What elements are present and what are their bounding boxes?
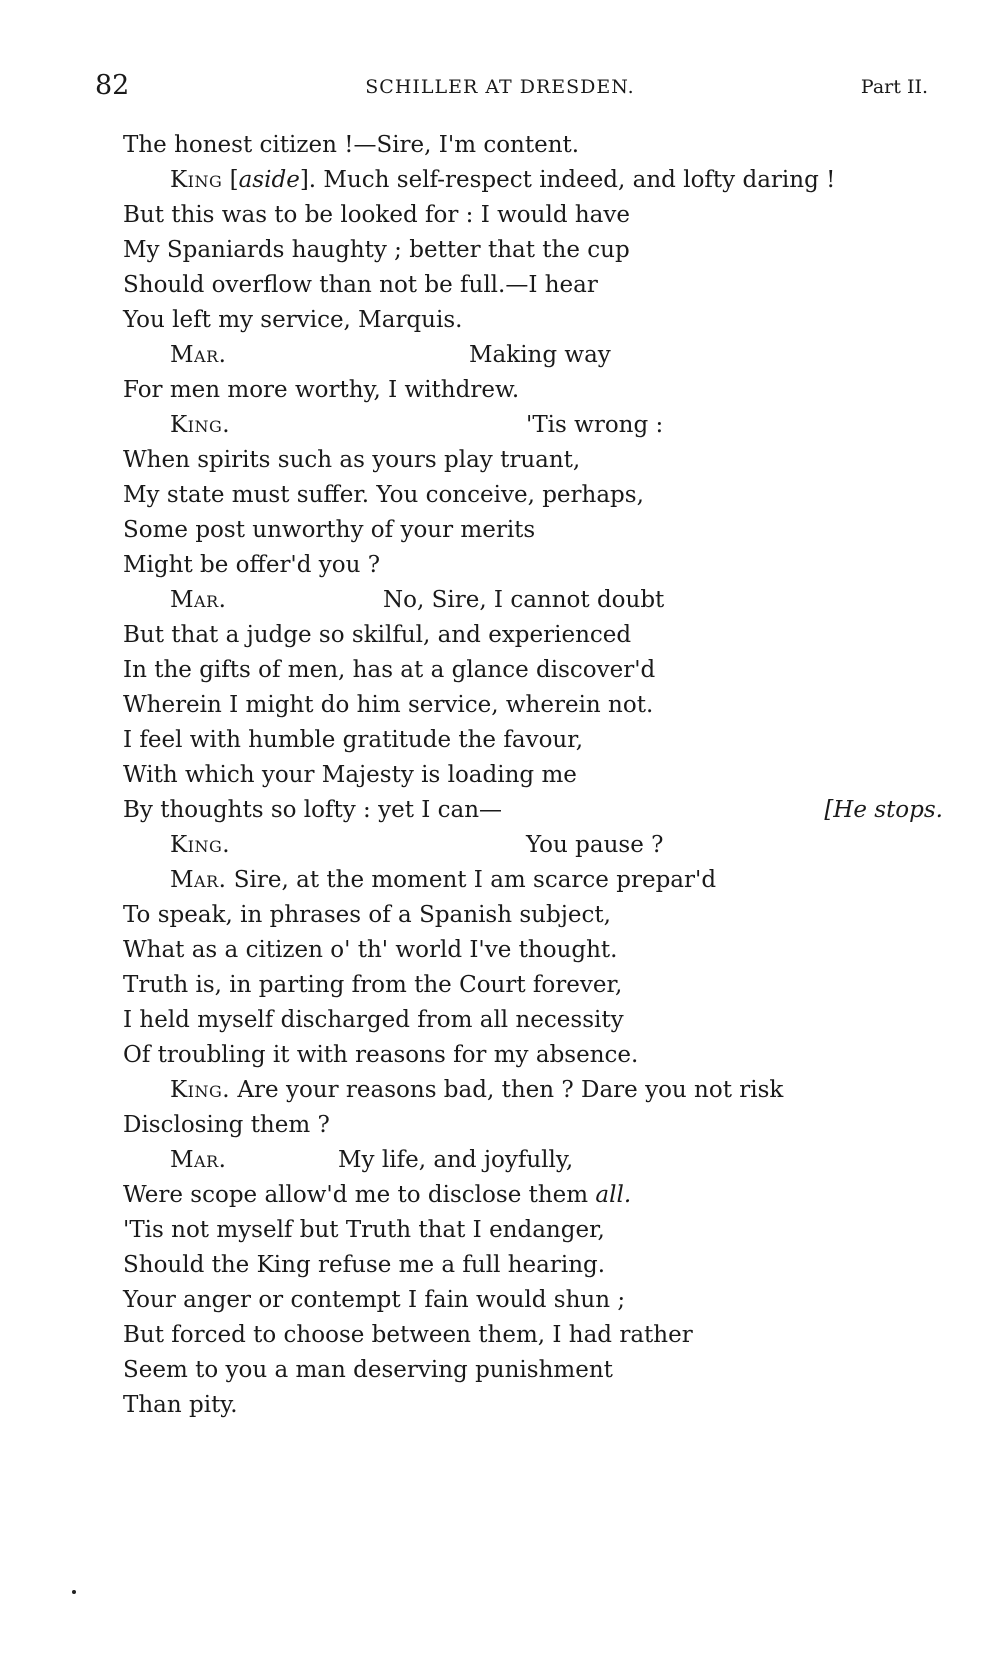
text-line: But that a judge so skilful, and experienced bbox=[123, 622, 632, 648]
text-line: King. Are your reasons bad, then ? Dare you not risk bbox=[170, 1077, 784, 1103]
speaker-name: Mar. bbox=[170, 867, 227, 893]
text-line: When spirits such as yours play truant, bbox=[123, 447, 581, 473]
text-line: In the gifts of men, has at a glance discover'd bbox=[123, 657, 656, 683]
text-line: My Spaniards haughty ; better that the cup bbox=[123, 237, 630, 263]
speaker-name: King. bbox=[170, 832, 231, 858]
text-line: Some post unworthy of your merits bbox=[123, 517, 536, 543]
speaker-name: Mar. bbox=[170, 587, 227, 613]
speaker-name: Mar. bbox=[170, 1147, 227, 1173]
text-line: Of troubling it with reasons for my absence. bbox=[123, 1042, 639, 1068]
page-number: 82 bbox=[95, 70, 130, 101]
speaker-name: Mar. bbox=[170, 342, 227, 368]
running-title: SCHILLER AT DRESDEN. bbox=[365, 76, 635, 98]
speaker-name: King. bbox=[170, 412, 231, 438]
text-line: Mar. Sire, at the moment I am scarce prepar'd bbox=[170, 867, 717, 893]
stage-direction: aside bbox=[238, 167, 300, 193]
text-line: Should overflow than not be full.—I hear bbox=[123, 272, 598, 298]
speaker-name: King bbox=[170, 167, 223, 193]
text-line: But forced to choose between them, I had rather bbox=[123, 1322, 693, 1348]
text-line: Seem to you a man deserving punishment bbox=[123, 1357, 613, 1383]
text-line: To speak, in phrases of a Spanish subject, bbox=[123, 902, 611, 928]
text-line: King [aside]. Much self-respect indeed, and lofty daring ! bbox=[170, 167, 836, 193]
page-header bbox=[0, 70, 1000, 110]
text-line: By thoughts so lofty : yet I can— [He stops. bbox=[123, 793, 943, 828]
play-text bbox=[123, 128, 943, 1423]
text-line: Mar. Making way bbox=[170, 342, 611, 368]
stage-direction: [He stops. bbox=[824, 797, 943, 823]
speaker-name: King. bbox=[170, 1077, 231, 1103]
text-line: Were scope allow'd me to disclose them all. bbox=[123, 1182, 632, 1208]
text-line: King. 'Tis wrong : bbox=[170, 412, 664, 438]
text-line: Should the King refuse me a full hearing. bbox=[123, 1252, 606, 1278]
text-line: My state must suffer. You conceive, perhaps, bbox=[123, 482, 644, 508]
text-line: King. You pause ? bbox=[170, 832, 664, 858]
text-line: I feel with humble gratitude the favour, bbox=[123, 727, 584, 753]
text-line: Mar. My life, and joyfully, bbox=[170, 1147, 574, 1173]
text-line: Your anger or contempt I fain would shun ; bbox=[123, 1287, 626, 1313]
text-line: Disclosing them ? bbox=[123, 1112, 330, 1138]
text-line: Wherein I might do him service, wherein not. bbox=[123, 692, 654, 718]
text-line: Truth is, in parting from the Court forever, bbox=[123, 972, 623, 998]
text-line: For men more worthy, I withdrew. bbox=[123, 377, 520, 403]
text-line: But this was to be looked for : I would have bbox=[123, 202, 630, 228]
text-line: Than pity. bbox=[123, 1392, 238, 1418]
text-line: The honest citizen !—Sire, I'm content. bbox=[123, 132, 580, 158]
page-speck bbox=[72, 1590, 76, 1594]
text-line: 'Tis not myself but Truth that I endanger, bbox=[123, 1217, 605, 1243]
text-line: You left my service, Marquis. bbox=[123, 307, 463, 333]
text-line: Might be offer'd you ? bbox=[123, 552, 381, 578]
part-label: Part II. bbox=[860, 76, 928, 98]
text-line: With which your Majesty is loading me bbox=[123, 762, 577, 788]
text-line: I held myself discharged from all necessity bbox=[123, 1007, 624, 1033]
text-line: What as a citizen o' th' world I've thought. bbox=[123, 937, 618, 963]
text-line: Mar. No, Sire, I cannot doubt bbox=[170, 587, 665, 613]
